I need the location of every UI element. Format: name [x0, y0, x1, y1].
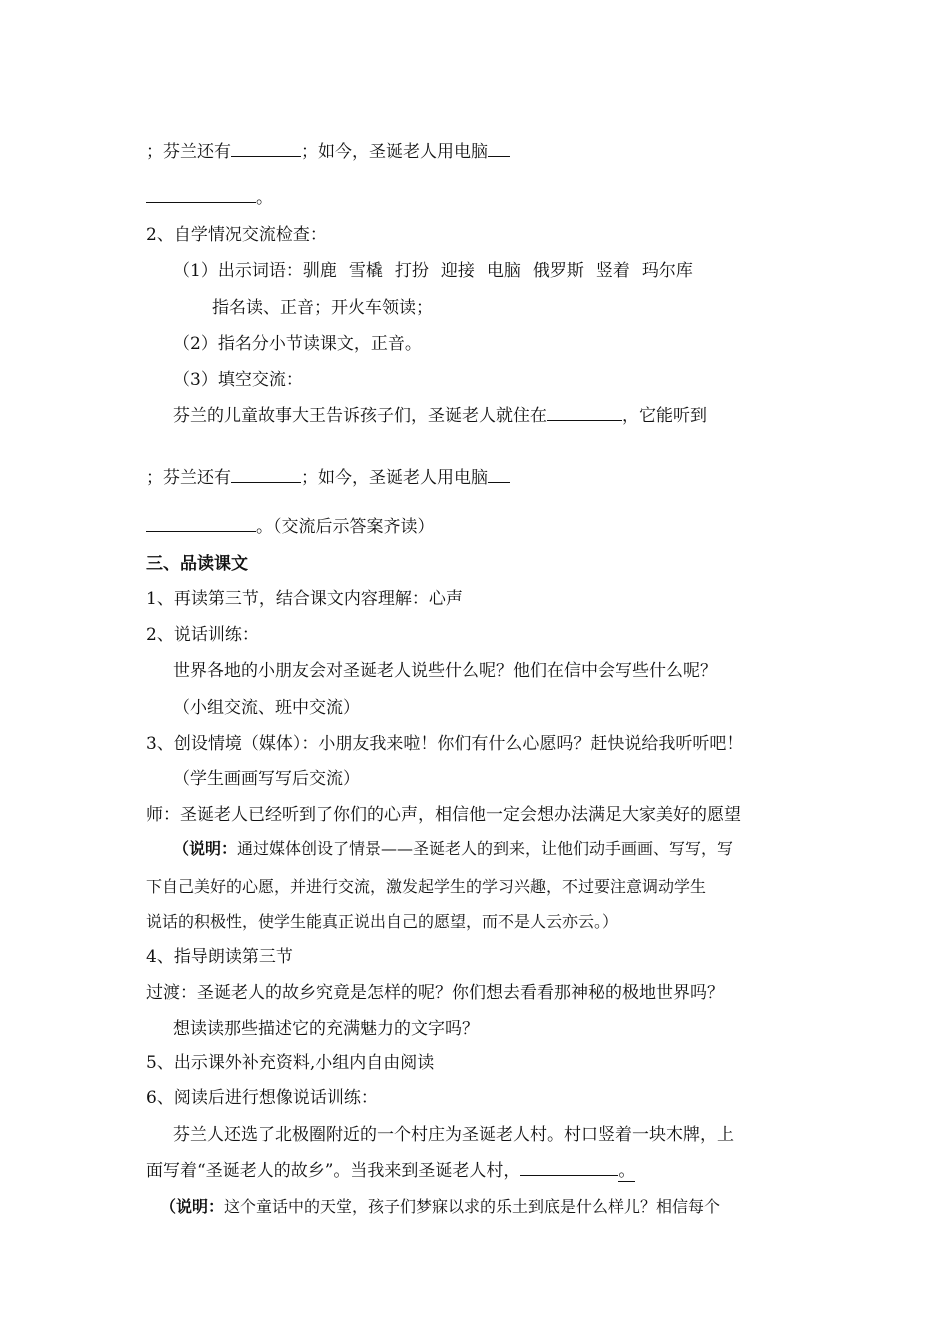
text: 芬兰的儿童故事大王告诉孩子们，圣诞老人就住在 — [173, 406, 547, 426]
text-line: 6、阅读后进行想像说话训练： — [146, 1088, 378, 1108]
text: ；如今，圣诞老人用电脑 — [301, 142, 488, 162]
vocab-word: 雪橇 — [348, 261, 383, 281]
text-line: 2、说话训练： — [146, 625, 259, 645]
text-line: 5、出示课外补充资料,小组内自由阅读 — [146, 1053, 435, 1073]
text: ，它能听到 — [622, 406, 707, 426]
text: 通过媒体创设了情景——圣诞老人的到来，让他们动手画画、写写，写 — [237, 839, 734, 858]
fill-blank — [547, 406, 622, 421]
text-line — [146, 187, 273, 209]
fill-blank — [488, 468, 510, 483]
vocab-word: 玛尔库 — [641, 261, 693, 281]
text-line: 世界各地的小朋友会对圣诞老人说些什么呢？他们在信中会写些什么呢？ — [173, 661, 717, 681]
text-line: （3）填空交流： — [173, 370, 303, 390]
vocab-word: 驯鹿 — [302, 261, 337, 281]
text-line: 3、创设情境（媒体）：小朋友我来啦！你们有什么心愿吗？赶快说给我听听吧！ — [146, 734, 744, 754]
text-line — [146, 141, 510, 163]
text: ；如今，圣诞老人用电脑 — [301, 468, 488, 488]
note-line — [160, 1196, 720, 1218]
text-line: 4、指导朗读第三节 — [146, 947, 293, 967]
vocab-word: 俄罗斯 — [532, 261, 584, 281]
text: 。 — [618, 1161, 636, 1181]
vocab-word: 竖着 — [595, 261, 630, 281]
vocab-word: 打扮 — [394, 261, 429, 281]
note-label: （说明： — [160, 1197, 225, 1216]
fill-blank — [146, 517, 256, 532]
note-line: 下自己美好的心愿，并进行交流，激发起学生的学习兴趣，不过要注意调动学生 — [146, 877, 707, 896]
text: ；芬兰还有 — [146, 142, 231, 162]
text: （1）出示词语： — [173, 261, 303, 281]
text: 面写着“圣诞老人的故乡”。当我来到圣诞老人村， — [146, 1161, 521, 1181]
text-line: 2、自学情况交流检查： — [146, 225, 327, 245]
fill-blank — [146, 188, 256, 203]
fill-blank — [520, 1161, 618, 1176]
text-line: 过渡：圣诞老人的故乡究竟是怎样的呢？你们想去看看那神秘的极地世界吗？ — [146, 983, 724, 1003]
text-line: （学生画画写写后交流） — [173, 769, 360, 789]
fill-blank — [231, 468, 301, 483]
word-list-line — [173, 260, 693, 282]
text-line: 想读读那些描述它的充满魅力的文字吗？ — [173, 1019, 479, 1039]
note-line — [173, 838, 733, 860]
text-line: 指名读、正音；开火车领读； — [212, 298, 433, 318]
text: 。 — [256, 188, 273, 208]
text-line — [173, 405, 707, 427]
text-line — [146, 467, 510, 489]
text-line: （2）指名分小节读课文，正音。 — [173, 334, 422, 354]
text-line — [146, 1160, 635, 1182]
text-line: 芬兰人还选了北极圈附近的一个村庄为圣诞老人村。村口竖着一块木牌，上 — [173, 1125, 734, 1145]
fill-blank — [231, 142, 301, 157]
text-line — [146, 516, 435, 538]
note-label: （说明： — [173, 839, 238, 858]
text: 这个童话中的天堂，孩子们梦寐以求的乐土到底是什么样儿？相信每个 — [224, 1197, 721, 1216]
vocab-word: 电脑 — [486, 261, 521, 281]
vocab-word: 迎接 — [440, 261, 475, 281]
text-line: （小组交流、班中交流） — [173, 698, 360, 718]
text: 。（交流后示答案齐读） — [256, 517, 435, 537]
fill-blank — [488, 142, 510, 157]
text: ；芬兰还有 — [146, 468, 231, 488]
note-line: 说话的积极性，使学生能真正说出自己的愿望，而不是人云亦云。） — [146, 912, 619, 931]
text-line: 1、再读第三节，结合课文内容理解：心声 — [146, 589, 463, 609]
text-line: 师：圣诞老人已经听到了你们的心声，相信他一定会想办法满足大家美好的愿望 — [146, 805, 741, 825]
section-heading: 三、品读课文 — [146, 554, 248, 574]
